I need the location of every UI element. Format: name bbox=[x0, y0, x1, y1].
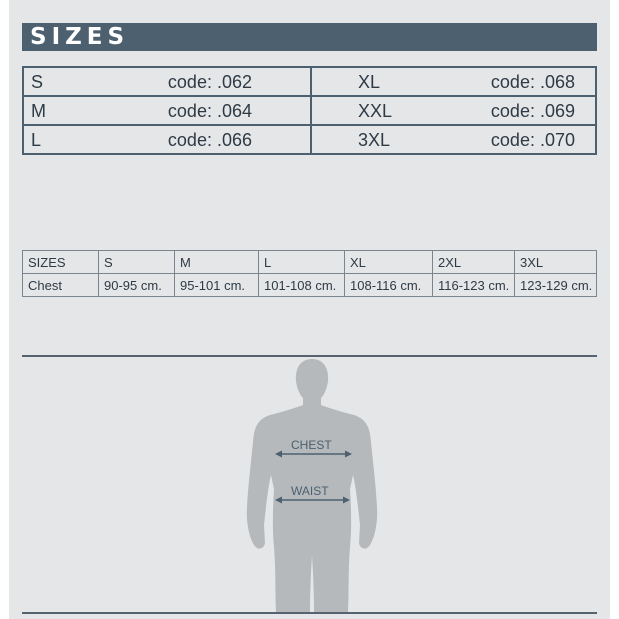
divider-bottom bbox=[22, 612, 597, 614]
size-label: M bbox=[31, 101, 46, 121]
header-cell: SIZES bbox=[23, 251, 99, 274]
size-label: L bbox=[31, 130, 42, 150]
table-cell: Chest bbox=[23, 274, 99, 297]
table-cell: 101-108 cm. bbox=[259, 274, 345, 297]
table-cell: 116-123 cm. bbox=[433, 274, 515, 297]
title-bar bbox=[22, 23, 597, 51]
size-label: 3XL bbox=[358, 130, 391, 150]
table-cell: 108-116 cm. bbox=[345, 274, 433, 297]
size-label: XL bbox=[358, 72, 381, 92]
table-cell: 90-95 cm. bbox=[99, 274, 175, 297]
chest-label: CHEST bbox=[291, 438, 332, 452]
table-row bbox=[23, 96, 596, 125]
chest-measurement-table bbox=[22, 250, 597, 297]
table-row bbox=[23, 274, 597, 297]
header-cell: M bbox=[175, 251, 259, 274]
size-label: S bbox=[31, 72, 44, 92]
header-cell: 3XL bbox=[515, 251, 597, 274]
size-label: XXL bbox=[358, 101, 393, 121]
table-cell: 95-101 cm. bbox=[175, 274, 259, 297]
header-cell: 2XL bbox=[433, 251, 515, 274]
header-cell: S bbox=[99, 251, 175, 274]
header-cell: XL bbox=[345, 251, 433, 274]
size-code: code: .069 bbox=[490, 101, 575, 121]
header-cell: L bbox=[259, 251, 345, 274]
table-row bbox=[23, 125, 596, 154]
table-header-row bbox=[23, 251, 597, 274]
size-code: code: .062 bbox=[167, 72, 252, 92]
size-code: code: .070 bbox=[490, 130, 575, 150]
size-code: code: .068 bbox=[490, 72, 575, 92]
waist-label: WAIST bbox=[291, 484, 329, 498]
size-code: code: .064 bbox=[167, 101, 252, 121]
size-code: code: .066 bbox=[167, 130, 252, 150]
page-title: SIZES bbox=[30, 24, 130, 50]
table-cell: 123-129 cm. bbox=[515, 274, 597, 297]
size-code-table bbox=[22, 66, 597, 155]
table-row bbox=[23, 67, 596, 96]
